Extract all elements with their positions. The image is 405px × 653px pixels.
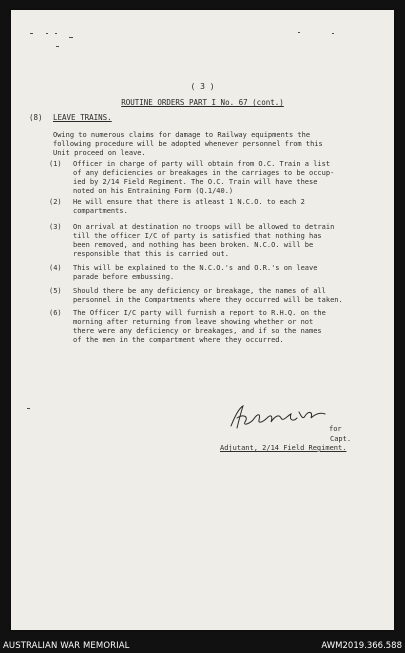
footer-institution: AUSTRALIAN WAR MEMORIAL (3, 641, 130, 651)
section-title: LEAVE TRAINS. (53, 113, 112, 122)
ink-mark (56, 46, 59, 47)
list-item-number: (6) (49, 309, 62, 317)
signature-for-label: for (329, 425, 342, 433)
ink-mark (30, 33, 33, 34)
list-item-text: Should there be any deficiency or breakage, the names of all personnel in the Compartments where they occurred will be taken. (73, 287, 343, 304)
ink-mark (69, 37, 73, 38)
list-item-number: (3) (49, 223, 62, 231)
list-item-number: (4) (49, 264, 62, 272)
list-item-number: (5) (49, 287, 62, 295)
ink-mark (46, 33, 48, 34)
list-item-text: Officer in charge of party will obtain from O.C. Train a list of any deficiencies or breakages in the carriages to be occup- ied by 2/14 Field Regiment. The O.C. Train will have these noted on his Entraining Form (Q.1/40.) (73, 160, 335, 195)
list-item-text: The Officer I/C party will furnish a report to R.H.Q. on the morning after returning from leave showing whether or not there were any deficiency or breakages, and if so the names of the men in the compartment where they occurred. (73, 309, 326, 344)
ink-mark (55, 33, 57, 34)
list-item-text: He will ensure that there is atleast 1 N.C.O. to each 2 compartments. (73, 198, 305, 215)
footer-accession-number: AWM2019.366.588 (321, 641, 402, 651)
list-item-number: (1) (49, 160, 62, 168)
page-title: ROUTINE ORDERS PART I No. 67 (cont.) (121, 98, 284, 107)
ink-mark (27, 408, 30, 409)
section-number: (8) (29, 113, 43, 122)
signature-rank: Capt. (330, 435, 352, 443)
page-number: ( 3 ) (190, 82, 215, 91)
list-item-number: (2) (49, 198, 62, 206)
ink-mark (298, 32, 300, 33)
signatory-title: Adjutant, 2/14 Field Regiment. (220, 444, 347, 452)
intro-paragraph: Owing to numerous claims for damage to Railway equipments the following procedure will be adopted whenever personnel from this Unit proceed on leave. (53, 131, 323, 157)
signature (227, 402, 337, 432)
list-item-text: This will be explained to the N.C.O.'s and O.R.'s on leave parade before embussing. (73, 264, 318, 281)
list-item-text: On arrival at destination no troops will be allowed to detrain till the officer I/C of party is satisfied that nothing has been removed, and nothing has been broken. N.C.O. will be responsible that this is carried out. (73, 223, 335, 258)
document-sheet (11, 10, 394, 630)
ink-mark (332, 33, 334, 34)
